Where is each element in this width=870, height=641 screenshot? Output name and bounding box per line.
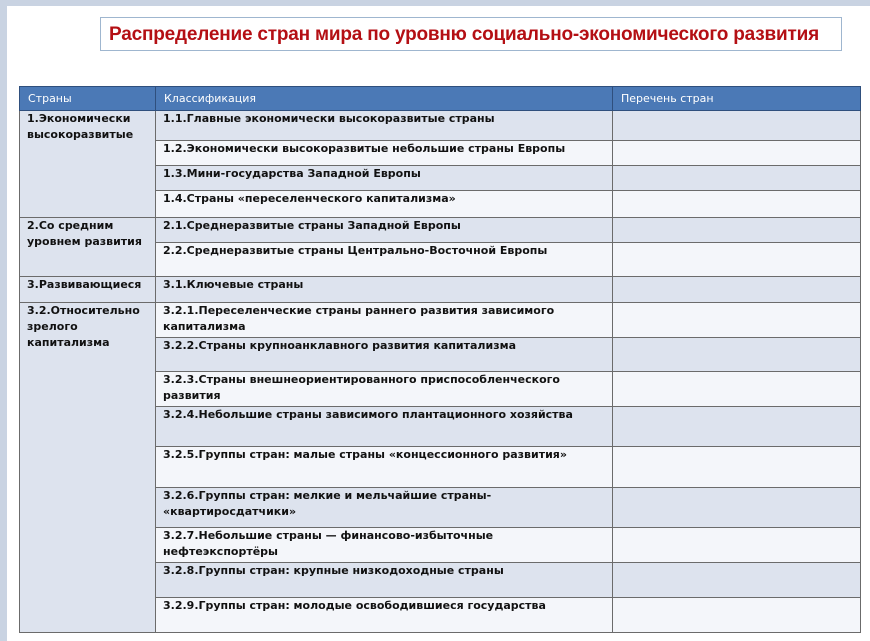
classification-table bbox=[19, 86, 861, 633]
classification-cell: 1.4.Страны «переселенческого капитализма» bbox=[156, 191, 613, 218]
country-list-cell[interactable] bbox=[613, 372, 861, 407]
country-list-cell[interactable] bbox=[613, 191, 861, 218]
group-middle: 2.Со средним уровнем развития bbox=[20, 218, 156, 277]
classification-cell: 3.2.8.Группы стран: крупные низкодоходные страны bbox=[156, 563, 613, 598]
classification-cell: 3.2.3.Страны внешнеориентированного приспособленческого развития bbox=[156, 372, 613, 407]
country-list-cell[interactable] bbox=[613, 488, 861, 528]
table-row bbox=[20, 218, 861, 243]
country-list-cell[interactable] bbox=[613, 303, 861, 338]
country-list-cell[interactable] bbox=[613, 447, 861, 488]
country-list-cell[interactable] bbox=[613, 528, 861, 563]
title-box bbox=[100, 17, 842, 51]
country-list-cell[interactable] bbox=[613, 598, 861, 633]
classification-cell: 1.1.Главные экономически высокоразвитые страны bbox=[156, 111, 613, 141]
group-mature-capitalism: 3.2.Относительно зрелого капитализма bbox=[20, 303, 156, 633]
group-developed: 1.Экономически высокоразвитые bbox=[20, 111, 156, 218]
window-left-edge bbox=[0, 0, 7, 641]
country-list-cell[interactable] bbox=[613, 166, 861, 191]
table-row bbox=[20, 303, 861, 338]
classification-cell: 3.2.4.Небольшие страны зависимого плантационного хозяйства bbox=[156, 407, 613, 447]
page-title: Распределение стран мира по уровню социально-экономического развития bbox=[109, 24, 819, 45]
table-row bbox=[20, 277, 861, 303]
country-list-cell[interactable] bbox=[613, 218, 861, 243]
classification-cell: 2.2.Среднеразвитые страны Центрально-Восточной Европы bbox=[156, 243, 613, 277]
country-list-cell[interactable] bbox=[613, 563, 861, 598]
country-list-cell[interactable] bbox=[613, 243, 861, 277]
group-developing: 3.Развивающиеся bbox=[20, 277, 156, 303]
header-classification: Классификация bbox=[156, 87, 613, 111]
classification-cell: 1.3.Мини-государства Западной Европы bbox=[156, 166, 613, 191]
country-list-cell[interactable] bbox=[613, 111, 861, 141]
classification-cell: 3.2.1.Переселенческие страны раннего развития зависимого капитализма bbox=[156, 303, 613, 338]
classification-cell: 3.1.Ключевые страны bbox=[156, 277, 613, 303]
classification-cell: 2.1.Среднеразвитые страны Западной Европы bbox=[156, 218, 613, 243]
table-row bbox=[20, 111, 861, 141]
classification-cell: 3.2.6.Группы стран: мелкие и мельчайшие страны- «квартиросдатчики» bbox=[156, 488, 613, 528]
header-countries: Страны bbox=[20, 87, 156, 111]
header-list: Перечень стран bbox=[613, 87, 861, 111]
classification-cell: 1.2.Экономически высокоразвитые небольшие страны Европы bbox=[156, 141, 613, 166]
country-list-cell[interactable] bbox=[613, 407, 861, 447]
classification-cell: 3.2.2.Страны крупноанклавного развития капитализма bbox=[156, 338, 613, 372]
country-list-cell[interactable] bbox=[613, 141, 861, 166]
table-header-row bbox=[20, 87, 861, 111]
classification-cell: 3.2.5.Группы стран: малые страны «концессионного развития» bbox=[156, 447, 613, 488]
country-list-cell[interactable] bbox=[613, 338, 861, 372]
classification-cell: 3.2.7.Небольшие страны — финансово-избыточные нефтеэкспортёры bbox=[156, 528, 613, 563]
classification-cell: 3.2.9.Группы стран: молодые освободившиеся государства bbox=[156, 598, 613, 633]
country-list-cell[interactable] bbox=[613, 277, 861, 303]
window-top-edge bbox=[0, 0, 870, 6]
